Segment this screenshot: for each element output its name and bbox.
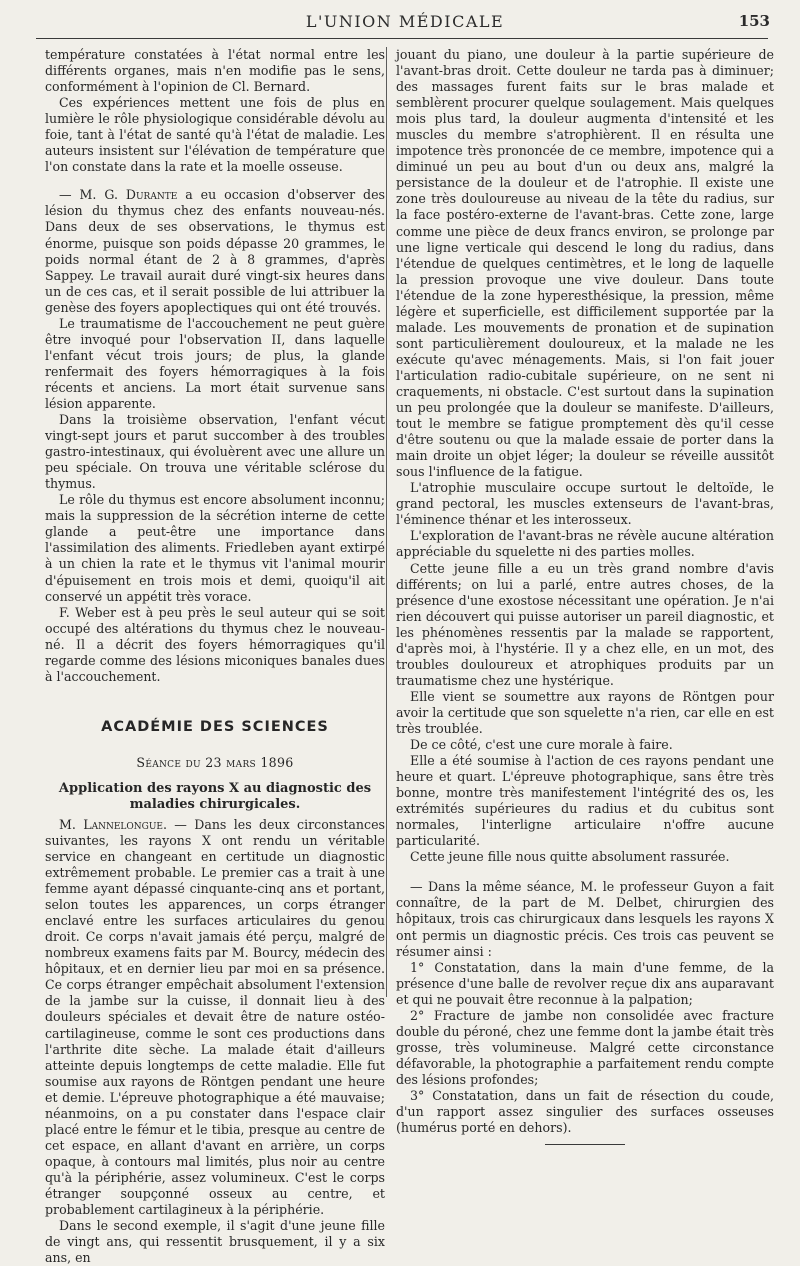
paragraph: Dans la troisième observation, l'enfant vécut vingt-sept jours et parut succomber à des troubles gastro-intestinaux, qui évoluèrent avec une allure un peu spéciale. On trouva une véritable sclérose du thymus. xyxy=(45,412,385,492)
paragraph: 3° Constatation, dans un fait de résection du coude, d'un rapport assez singulier des surfaces osseuses (humérus porté en dehors). xyxy=(396,1088,774,1136)
paragraph: Cette jeune fille a eu un très grand nombre d'avis différents; on lui a parlé, entre autres choses, de la présence d'une exostose nécessitant une opération. Je n'ai rien découvert qui puisse autoriser un pareil diagnostic, et les phénomènes ressentis par la malade se rapportent, d'après moi, à l'hystérie. Il y a chez elle, en un mot, des troubles douloureux et atrophiques produits par un traumatisme chez une hystérique. xyxy=(396,560,774,688)
paragraph-text: — Dans les deux circonstances suivantes, les rayons X ont rendu un véritable service en changeant en certitude un diagnostic extrêmement probable. Le premier cas a trait à une femme ayant dépassé cinquante-cinq ans et portant, selon toutes les apparences, un corps étranger enclavé entre les surfaces articulaires du genou droit. Ce corps n'avait jamais été perçu, malgré de nombreux examens faits par M. Bourcy, médecin des hôpitaux, et en dernier lieu par moi en sa présence. Ce corps étranger empêchait absolument l'extension de la jambe sur la cuisse, il donnait lieu à des douleurs spéciales et devait être de nature ostéo-cartilagineuse, comme le sont ces productions dans l'arthrite dite sèche. La malade était d'ailleurs atteinte depuis longtemps de cette maladie. Elle fut soumise aux rayons de Röntgen pendant une heure et demie. L'épreuve photographique a été mauvaise; néanmoins, on a pu constater dans l'espace clair placé entre le fémur et le tibia, presque au centre de cet espace, en allant d'avant en arrière, un corps opaque, à contours mal limités, plus noir au centre qu'à la périphérie, assez volumineux. C'est le corps étranger soupçonné osseux au centre, et probablement cartilagineux à la périphérie. xyxy=(45,816,385,1218)
paragraph: 2° Fracture de jambe non consolidée avec fracture double du péroné, chez une femme dont la jambe était très grosse, très volumineuse. Malgré cette circonstance défavorable, la photographie a parfaitement rendu compte des lésions profondes; xyxy=(396,1007,774,1087)
left-column xyxy=(45,47,385,1266)
page-number: 153 xyxy=(738,12,770,30)
running-head xyxy=(40,10,770,34)
paragraph: L'atrophie musculaire occupe surtout le deltoïde, le grand pectoral, les muscles extenseurs de l'avant-bras, l'éminence thénar et les interosseux. xyxy=(396,480,774,528)
paragraph: Elle a été soumise à l'action de ces rayons pendant une heure et quart. L'épreuve photographique, sans être très bonne, montre très manifestement l'intégrité des os, les extrémités supérieures du radius et du cubitus sont normales, l'interligne articulaire n'offre aucune particularité. xyxy=(396,753,774,849)
end-rule xyxy=(545,1144,625,1145)
paragraph: Elle vient se soumettre aux rayons de Röntgen pour avoir la certitude que son squelette n'a rien, car elle en est très troublée. xyxy=(396,688,774,736)
paragraph: De ce côté, c'est une cure morale à faire. xyxy=(410,737,673,753)
paragraph xyxy=(45,817,385,1218)
paragraph: température constatées à l'état normal entre les différents organes, mais n'en modifie pas le sens, conformément à l'opinion de Cl. Bernard. xyxy=(45,47,385,95)
paragraph: Cette jeune fille nous quitte absolument rassurée. xyxy=(410,849,730,865)
paragraph: Ces expériences mettent une fois de plus en lumière le rôle physiologique considérable dévolu au foie, tant à l'état de santé qu'à l'état de maladie. Les auteurs insistent sur l'élévation de température que l'on constate dans la rate et la moelle osseuse. xyxy=(45,95,385,175)
paragraph: F. Weber est à peu près le seul auteur qui se soit occupé des altérations du thymus chez le nouveau-né. Il a décrit des foyers hémorragiques qu'il regarde comme des lésions miconiques banales dues à l'accouchement. xyxy=(45,604,385,684)
paragraph: jouant du piano, une douleur à la partie supérieure de l'avant-bras droit. Cette douleur ne tarda pas à diminuer; des massages furent faits sur le bras malade et semblèrent procurer quelque soulagement. Mais quelques mois plus tard, la douleur augmenta d'intensité et les muscles du membre s'atrophièrent. Il en résulta une impotence très prononcée de ce membre, impotence qui a diminué un peu au bout d'un ou deux ans, malgré la persistance de la douleur et de l'atrophie. Il existe une zone très douloureuse au niveau de la tête du radius, sur la face postéro-externe de l'avant-bras. Cette zone, large comme une pièce de deux francs environ, se prolonge par une ligne verticale qui descend le long du radius, dans l'étendue de quelques centimètres, et le long de laquelle la pression provoque une vive douleur. Dans toute l'étendue de la zone hyperesthésique, la pression, même légère et superficielle, est difficilement supportée par la malade. Les mouvements de pronation et de supination sont particulièrement douloureux, et la malade ne les exécute qu'avec ménagements. Mais, si l'on fait jouer l'articulation radio-cubitale supérieure, on ne sent ni craquements, ni obstacle. C'est surtout dans la supination un peu prolongée que la douleur se manifeste. D'ailleurs, tout le membre se fatigue promptement dès qu'il cesse d'être soutenu ou que la malade essaie de porter dans la main droite un objet léger; la douleur se réveille aussitôt sous l'influence de la fatigue. xyxy=(396,47,774,480)
paragraph: Dans le second exemple, il s'agit d'une jeune fille de vingt ans, qui ressentit brusquement, il y a six ans, en xyxy=(45,1218,385,1266)
paragraph: L'exploration de l'avant-bras ne révèle aucune altération appréciable du squelette ni des parties molles. xyxy=(396,528,774,560)
session-date: Séance du 23 mars 1896 xyxy=(136,754,294,770)
article-title: Application des rayons X au diagnostic des maladies chirurgicales. xyxy=(58,780,372,812)
paragraph: — Dans la même séance, M. le professeur Guyon a fait connaître, de la part de M. Delbet, chirurgien des hôpitaux, trois cas chirurgicaux dans lesquels les rayons X ont permis un diagnostic précis. Ces trois cas peuvent se résumer ainsi : xyxy=(396,879,774,959)
column-divider xyxy=(386,47,387,997)
paragraph: Le traumatisme de l'accouchement ne peut guère être invoqué pour l'observation II, dans laquelle l'enfant vécut trois jours; de plus, la glande renfermait des foyers hémorragiques à la fois récents et anciens. La mort était survenue sans lésion apparente. xyxy=(45,315,385,411)
paragraph xyxy=(45,187,385,315)
journal-title: L'UNION MÉDICALE xyxy=(305,12,505,31)
paragraph: Le rôle du thymus est encore absolument inconnu; mais la suppression de la sécrétion interne de cette glande a peut-être une importance dans l'assimilation des aliments. Friedleben ayant extirpé à un chien la rate et le thymus vit l'animal mourir d'épuisement en trois mois et demi, quoiqu'il ait conservé un appétit très vorace. xyxy=(45,492,385,604)
header-rule xyxy=(36,38,768,39)
right-column xyxy=(396,47,774,1145)
author-name: M. Lannelongue. xyxy=(59,816,167,832)
section-title: ACADÉMIE DES SCIENCES xyxy=(101,718,329,735)
author-name: — M. G. Durante xyxy=(59,187,178,203)
paragraph-text: a eu occasion d'observer des lésion du thymus chez des enfants nouveau-nés. Dans deux de ses observations, le thymus est énorme, puisque son poids dépasse 20 grammes, le poids normal étant de 2 à 8 grammes, d'après Sappey. Le travail aurait duré vingt-six heures dans un de ces cas, et il serait possible de lui attribuer la genèse des foyers apoplectiques qui ont été trouvés. xyxy=(45,187,385,315)
paragraph: 1° Constatation, dans la main d'une femme, de la présence d'une balle de revolver reçue dix ans auparavant et qui ne pouvait être reconnue à la palpation; xyxy=(396,959,774,1007)
